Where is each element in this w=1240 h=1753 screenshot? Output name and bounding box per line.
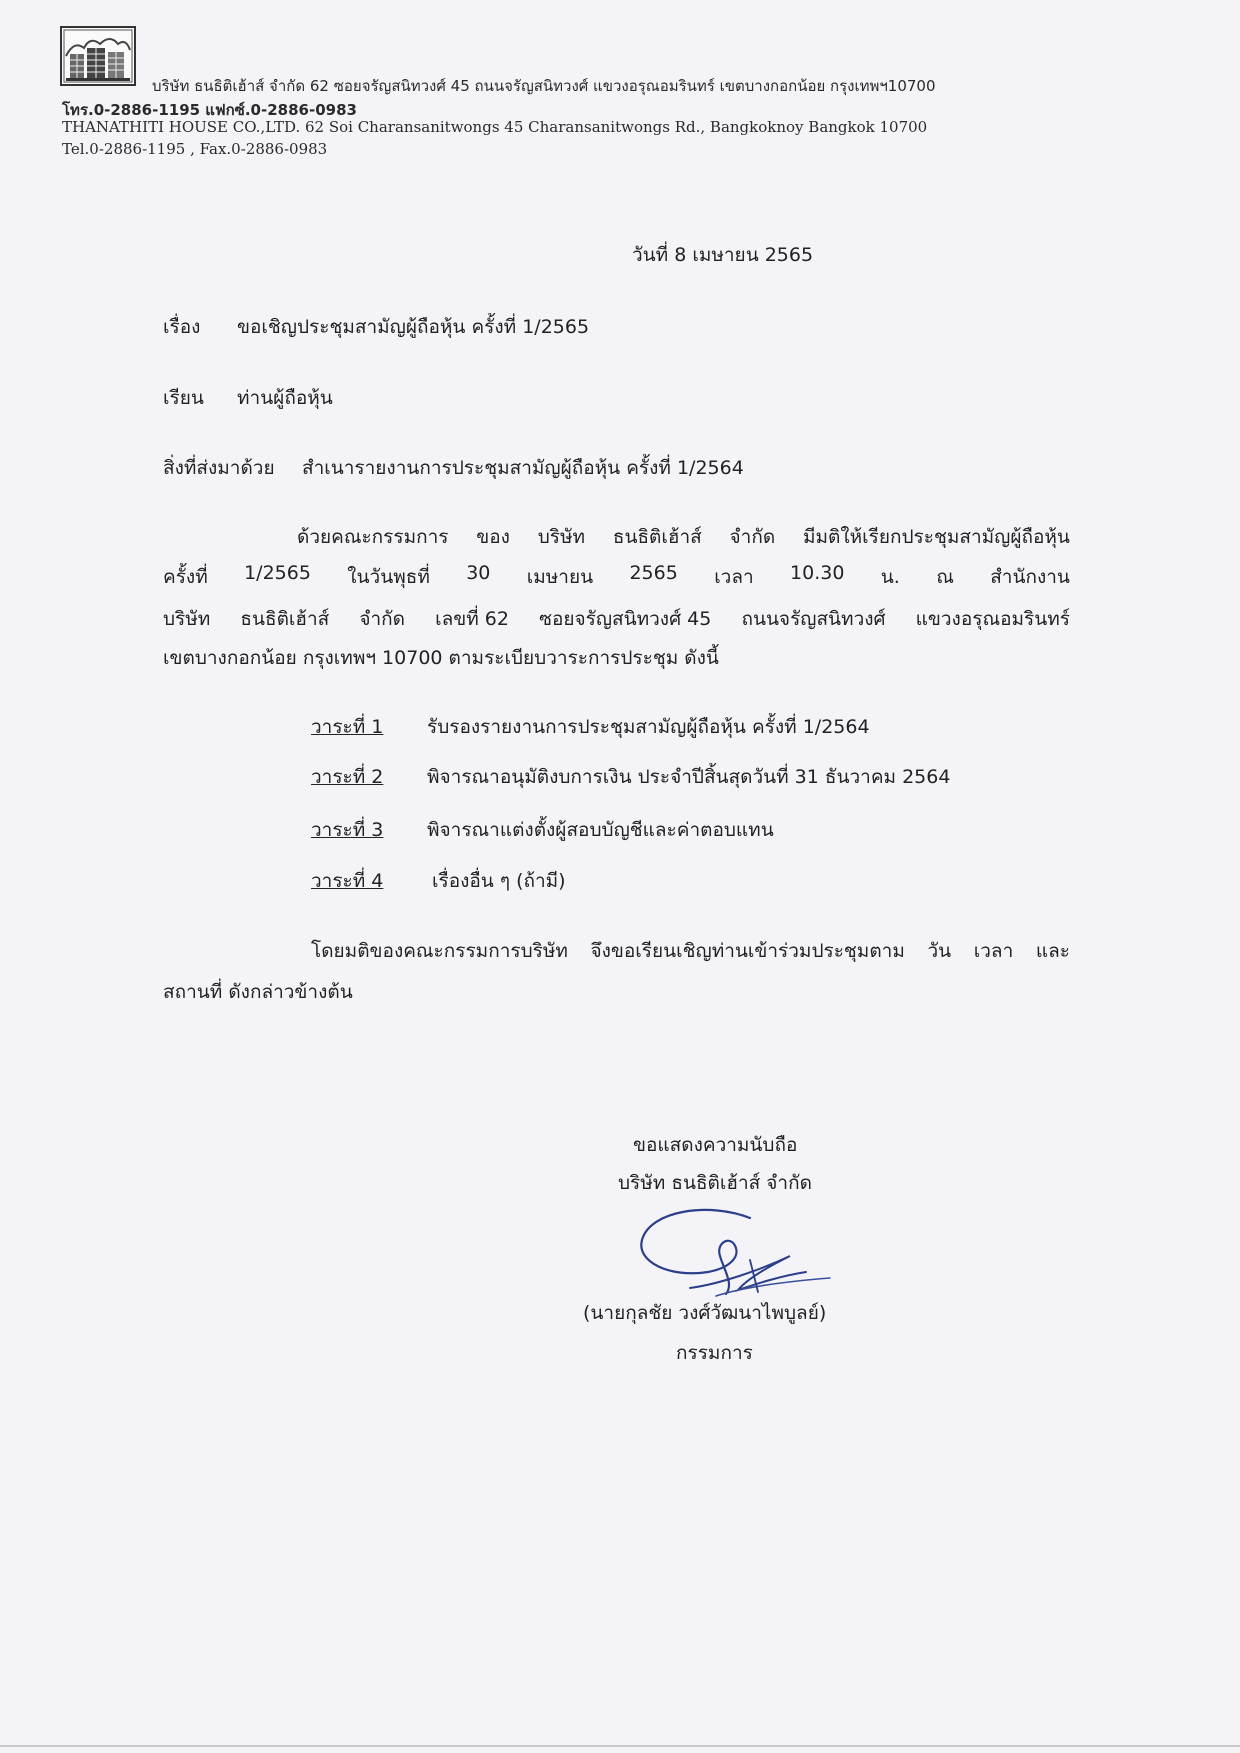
word: เวลา: [714, 566, 754, 588]
signer-name: (นายกุลชัย วงศ์วัฒนาไพบูลย์): [583, 1302, 827, 1324]
closing-company: บริษัท ธนธิติเฮ้าส์ จำกัด: [618, 1172, 812, 1194]
word: วัน: [927, 940, 952, 962]
company-logo-icon: [60, 26, 136, 86]
word: ในวันพุธที่: [347, 566, 430, 588]
agenda-1-label: วาระที่ 1: [311, 716, 384, 738]
agenda-3-text: พิจารณาแต่งตั้งผู้สอบบัญชีและค่าตอบแทน: [427, 819, 774, 841]
word: จำกัด: [359, 608, 406, 630]
word: 2565: [629, 562, 678, 584]
word: เลขที่ 62: [435, 608, 509, 630]
word: บริษัท: [537, 526, 586, 548]
word: เมษายน: [526, 566, 594, 588]
agenda-1-text: รับรองรายงานการประชุมสามัญผู้ถือหุ้น ครั้งที่ 1/2564: [427, 716, 870, 738]
scan-bottom-edge: [0, 1745, 1240, 1747]
agenda-3-label: วาระที่ 3: [311, 819, 384, 841]
body-paragraph-1-line-1: [297, 522, 1070, 552]
body-paragraph-2-line-2: สถานที่ ดังกล่าวข้างต้น: [163, 981, 353, 1003]
word: 30: [466, 562, 491, 584]
body-paragraph-1-line-2: [163, 562, 1070, 592]
recipient-label: เรียน: [163, 387, 204, 409]
letter-date: วันที่ 8 เมษายน 2565: [632, 244, 814, 266]
word: 1/2565: [244, 562, 311, 584]
agenda-4-text: เรื่องอื่น ๆ (ถ้ามี): [432, 870, 566, 892]
letterhead-english-phone: Tel.0-2886-1195 , Fax.0-2886-0983: [62, 140, 328, 158]
letterhead-thai-phone: โทร.0-2886-1195 แฟกซ์.0-2886-0983: [62, 101, 357, 119]
body-paragraph-1-line-4: เขตบางกอกน้อย กรุงเทพฯ 10700 ตามระเบียบวาระการประชุม ดังนี้: [163, 647, 719, 669]
agenda-2-label: วาระที่ 2: [311, 766, 384, 788]
word: และ: [1035, 940, 1070, 962]
agenda-4-label: วาระที่ 4: [311, 870, 384, 892]
word: สำนักงาน: [990, 566, 1070, 588]
word: จำกัด: [729, 526, 776, 548]
enclosure-label: สิ่งที่ส่งมาด้วย: [163, 457, 275, 479]
signer-position: กรรมการ: [676, 1342, 753, 1364]
body-paragraph-2-line-1: [311, 936, 1070, 966]
word: บริษัท: [163, 608, 211, 630]
letterhead-english-address: THANATHITI HOUSE CO.,LTD. 62 Soi Charansanitwongs 45 Charansanitwongs Rd., Bangkoknoy Bangkok 10700: [62, 118, 928, 136]
word: ธนธิติเฮ้าส์: [612, 526, 702, 548]
word: ด้วยคณะกรรมการ: [297, 526, 449, 548]
closing-regards: ขอแสดงความนับถือ: [633, 1134, 798, 1156]
word: น.: [880, 566, 900, 588]
word: ซอยจรัญสนิทวงศ์ 45: [539, 608, 712, 630]
word: ของ: [476, 526, 510, 548]
word: แขวงอรุณอมรินทร์: [915, 608, 1070, 630]
handwritten-signature: [630, 1200, 840, 1310]
recipient-text: ท่านผู้ถือหุ้น: [237, 387, 333, 409]
agenda-2-text: พิจารณาอนุมัติงบการเงิน ประจำปีสิ้นสุดวันที่ 31 ธันวาคม 2564: [427, 766, 951, 788]
word: จึงขอเรียนเชิญท่านเข้าร่วมประชุมตาม: [590, 940, 905, 962]
enclosure-text: สำเนารายงานการประชุมสามัญผู้ถือหุ้น ครั้งที่ 1/2564: [302, 457, 744, 479]
subject-text: ขอเชิญประชุมสามัญผู้ถือหุ้น ครั้งที่ 1/2565: [237, 316, 590, 338]
word: เวลา: [973, 940, 1014, 962]
word: โดยมติของคณะกรรมการบริษัท: [311, 940, 568, 962]
word: ธนธิติเฮ้าส์: [240, 608, 330, 630]
word: มีมติให้เรียกประชุมสามัญผู้ถือหุ้น: [802, 526, 1070, 548]
word: ณ: [936, 566, 954, 588]
word: ถนนจรัญสนิทวงศ์: [741, 608, 886, 630]
word: ครั้งที่: [163, 566, 208, 588]
body-paragraph-1-line-3: [163, 604, 1070, 634]
subject-label: เรื่อง: [163, 316, 201, 338]
letterhead-thai-address: บริษัท ธนธิติเฮ้าส์ จำกัด 62 ซอยจรัญสนิทวงศ์ 45 ถนนจรัญสนิทวงศ์ แขวงอรุณอมรินทร์ เขตบางกอกน้อย กรุงเทพฯ10700: [152, 77, 936, 95]
word: 10.30: [790, 562, 845, 584]
